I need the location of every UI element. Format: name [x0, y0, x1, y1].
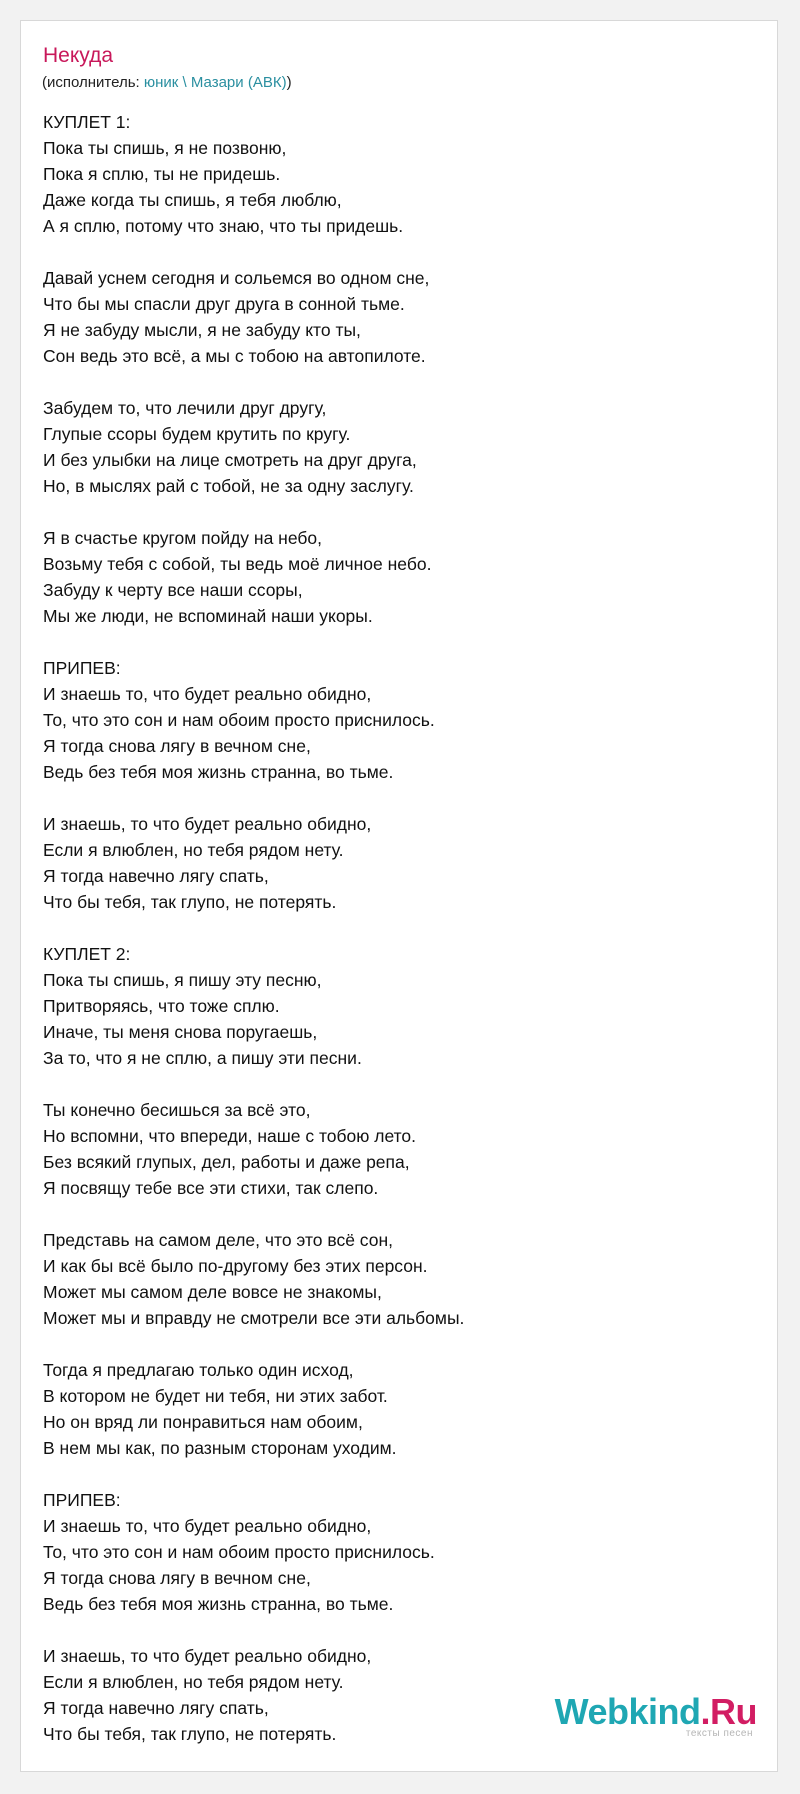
lyric-line: Ты конечно бесишься за всё это, [43, 1100, 311, 1120]
lyric-line: Забудем то, что лечили друг другу, [43, 398, 327, 418]
lyric-line: Притворяясь, что тоже сплю. [43, 996, 280, 1016]
lyric-line: Сон ведь это всё, а мы с тобою на автопилоте. [43, 346, 426, 366]
lyric-line: Ведь без тебя моя жизнь странна, во тьме. [43, 762, 394, 782]
lyric-line: Может мы и вправду не смотрели все эти альбомы. [43, 1308, 465, 1328]
stanza [43, 655, 743, 785]
lyric-line: Что бы тебя, так глупо, не потерять. [43, 892, 337, 912]
artist-link-mazari[interactable]: Мазари (АВК) [190, 74, 287, 91]
stanza [43, 1357, 743, 1461]
lyric-line: Пока ты спишь, я пишу эту песню, [43, 970, 322, 990]
lyric-line: И знаешь то, что будет реально обидно, [43, 684, 372, 704]
lyric-line: То, что это сон и нам обоим просто приснилось. [43, 1542, 435, 1562]
logo-wordmark [554, 1691, 757, 1732]
lyric-line: И без улыбки на лице смотреть на друг друга, [43, 450, 417, 470]
lyric-line: А я сплю, потому что знаю, что ты придешь. [43, 216, 404, 236]
stanza [43, 1097, 743, 1201]
lyric-line: Если я влюблен, но тебя рядом нету. [43, 840, 344, 860]
lyric-line: КУПЛЕТ 1: [43, 112, 131, 132]
lyric-line: Ведь без тебя моя жизнь странна, во тьме. [43, 1594, 394, 1614]
lyric-line: Я не забуду мысли, я не забуду кто ты, [43, 320, 361, 340]
lyric-line: В нем мы как, по разным сторонам уходим. [43, 1438, 397, 1458]
lyric-line: Пока ты спишь, я не позвоню, [43, 138, 287, 158]
stanza [43, 525, 743, 629]
lyric-line: Но, в мыслях рай с тобой, не за одну заслугу. [43, 476, 414, 496]
lyric-line: Давай уснем сегодня и сольемся во одном сне, [43, 268, 430, 288]
lyric-line: Что бы мы спасли друг друга в сонной тьме. [43, 294, 405, 314]
lyric-line: Что бы тебя, так глупо, не потерять. [43, 1724, 337, 1744]
lyric-line: Я в счастье кругом пойду на небо, [43, 528, 322, 548]
lyric-line: Я тогда навечно лягу спать, [43, 1698, 269, 1718]
logo-tagline: тексты песен [685, 1728, 753, 1739]
lyric-line: Я тогда навечно лягу спать, [43, 866, 269, 886]
logo-part-ru: .Ru [700, 1691, 757, 1732]
stanza [43, 1227, 743, 1331]
stanza [43, 265, 743, 369]
meta-suffix: ) [286, 74, 292, 91]
lyric-line: Пока я сплю, ты не придешь. [43, 164, 281, 184]
lyric-line: Я тогда снова лягу в вечном сне, [43, 736, 311, 756]
lyric-line: И знаешь то, что будет реально обидно, [43, 1516, 372, 1536]
lyric-line: И как бы всё было по-другому без этих персон. [43, 1256, 428, 1276]
stanza [43, 941, 743, 1071]
lyric-line: В котором не будет ни тебя, ни этих забот. [43, 1386, 388, 1406]
lyric-line: Забуду к черту все наши ссоры, [43, 580, 303, 600]
artist-meta [42, 74, 292, 92]
stanza [43, 109, 743, 239]
stanza [43, 1487, 743, 1617]
logo-part-webkind: Webkind [554, 1691, 701, 1732]
lyric-line: Без всякий глупых, дел, работы и даже репа, [43, 1152, 410, 1172]
lyric-line: Возьму тебя с собой, ты ведь моё личное небо. [43, 554, 432, 574]
lyric-line: ПРИПЕВ: [43, 658, 121, 678]
lyric-line: Я посвящу тебе все эти стихи, так слепо. [43, 1178, 379, 1198]
lyric-line: Я тогда снова лягу в вечном сне, [43, 1568, 311, 1588]
lyric-line: Иначе, ты меня снова поругаешь, [43, 1022, 318, 1042]
lyric-line: Тогда я предлагаю только один исход, [43, 1360, 354, 1380]
lyric-line: И знаешь, то что будет реально обидно, [43, 814, 372, 834]
lyrics-card [20, 20, 778, 1772]
song-title: Некуда [43, 44, 114, 67]
artist-link-yunik[interactable]: юник [143, 74, 179, 91]
lyric-line: То, что это сон и нам обоим просто приснилось. [43, 710, 435, 730]
lyric-line: Даже когда ты спишь, я тебя люблю, [43, 190, 342, 210]
meta-prefix: (исполнитель: [42, 74, 144, 91]
lyric-line: Но он вряд ли понравиться нам обоим, [43, 1412, 363, 1432]
lyric-line: И знаешь, то что будет реально обидно, [43, 1646, 372, 1666]
stanza [43, 395, 743, 499]
stanza [43, 811, 743, 915]
lyric-line: Может мы самом деле вовсе не знакомы, [43, 1282, 382, 1302]
lyric-line: Если я влюблен, но тебя рядом нету. [43, 1672, 344, 1692]
lyric-line: Но вспомни, что впереди, наше с тобою лето. [43, 1126, 417, 1146]
lyric-line: ПРИПЕВ: [43, 1490, 121, 1510]
lyric-line: КУПЛЕТ 2: [43, 944, 131, 964]
webkind-logo[interactable] [554, 1691, 757, 1739]
lyric-line: За то, что я не сплю, а пишу эти песни. [43, 1048, 362, 1068]
lyric-line: Мы же люди, не вспоминай наши укоры. [43, 606, 373, 626]
lyric-line: Представь на самом деле, что это всё сон, [43, 1230, 394, 1250]
artist-separator: \ [178, 74, 191, 91]
lyrics-text [43, 109, 743, 1773]
lyric-line: Глупые ссоры будем крутить по кругу. [43, 424, 351, 444]
